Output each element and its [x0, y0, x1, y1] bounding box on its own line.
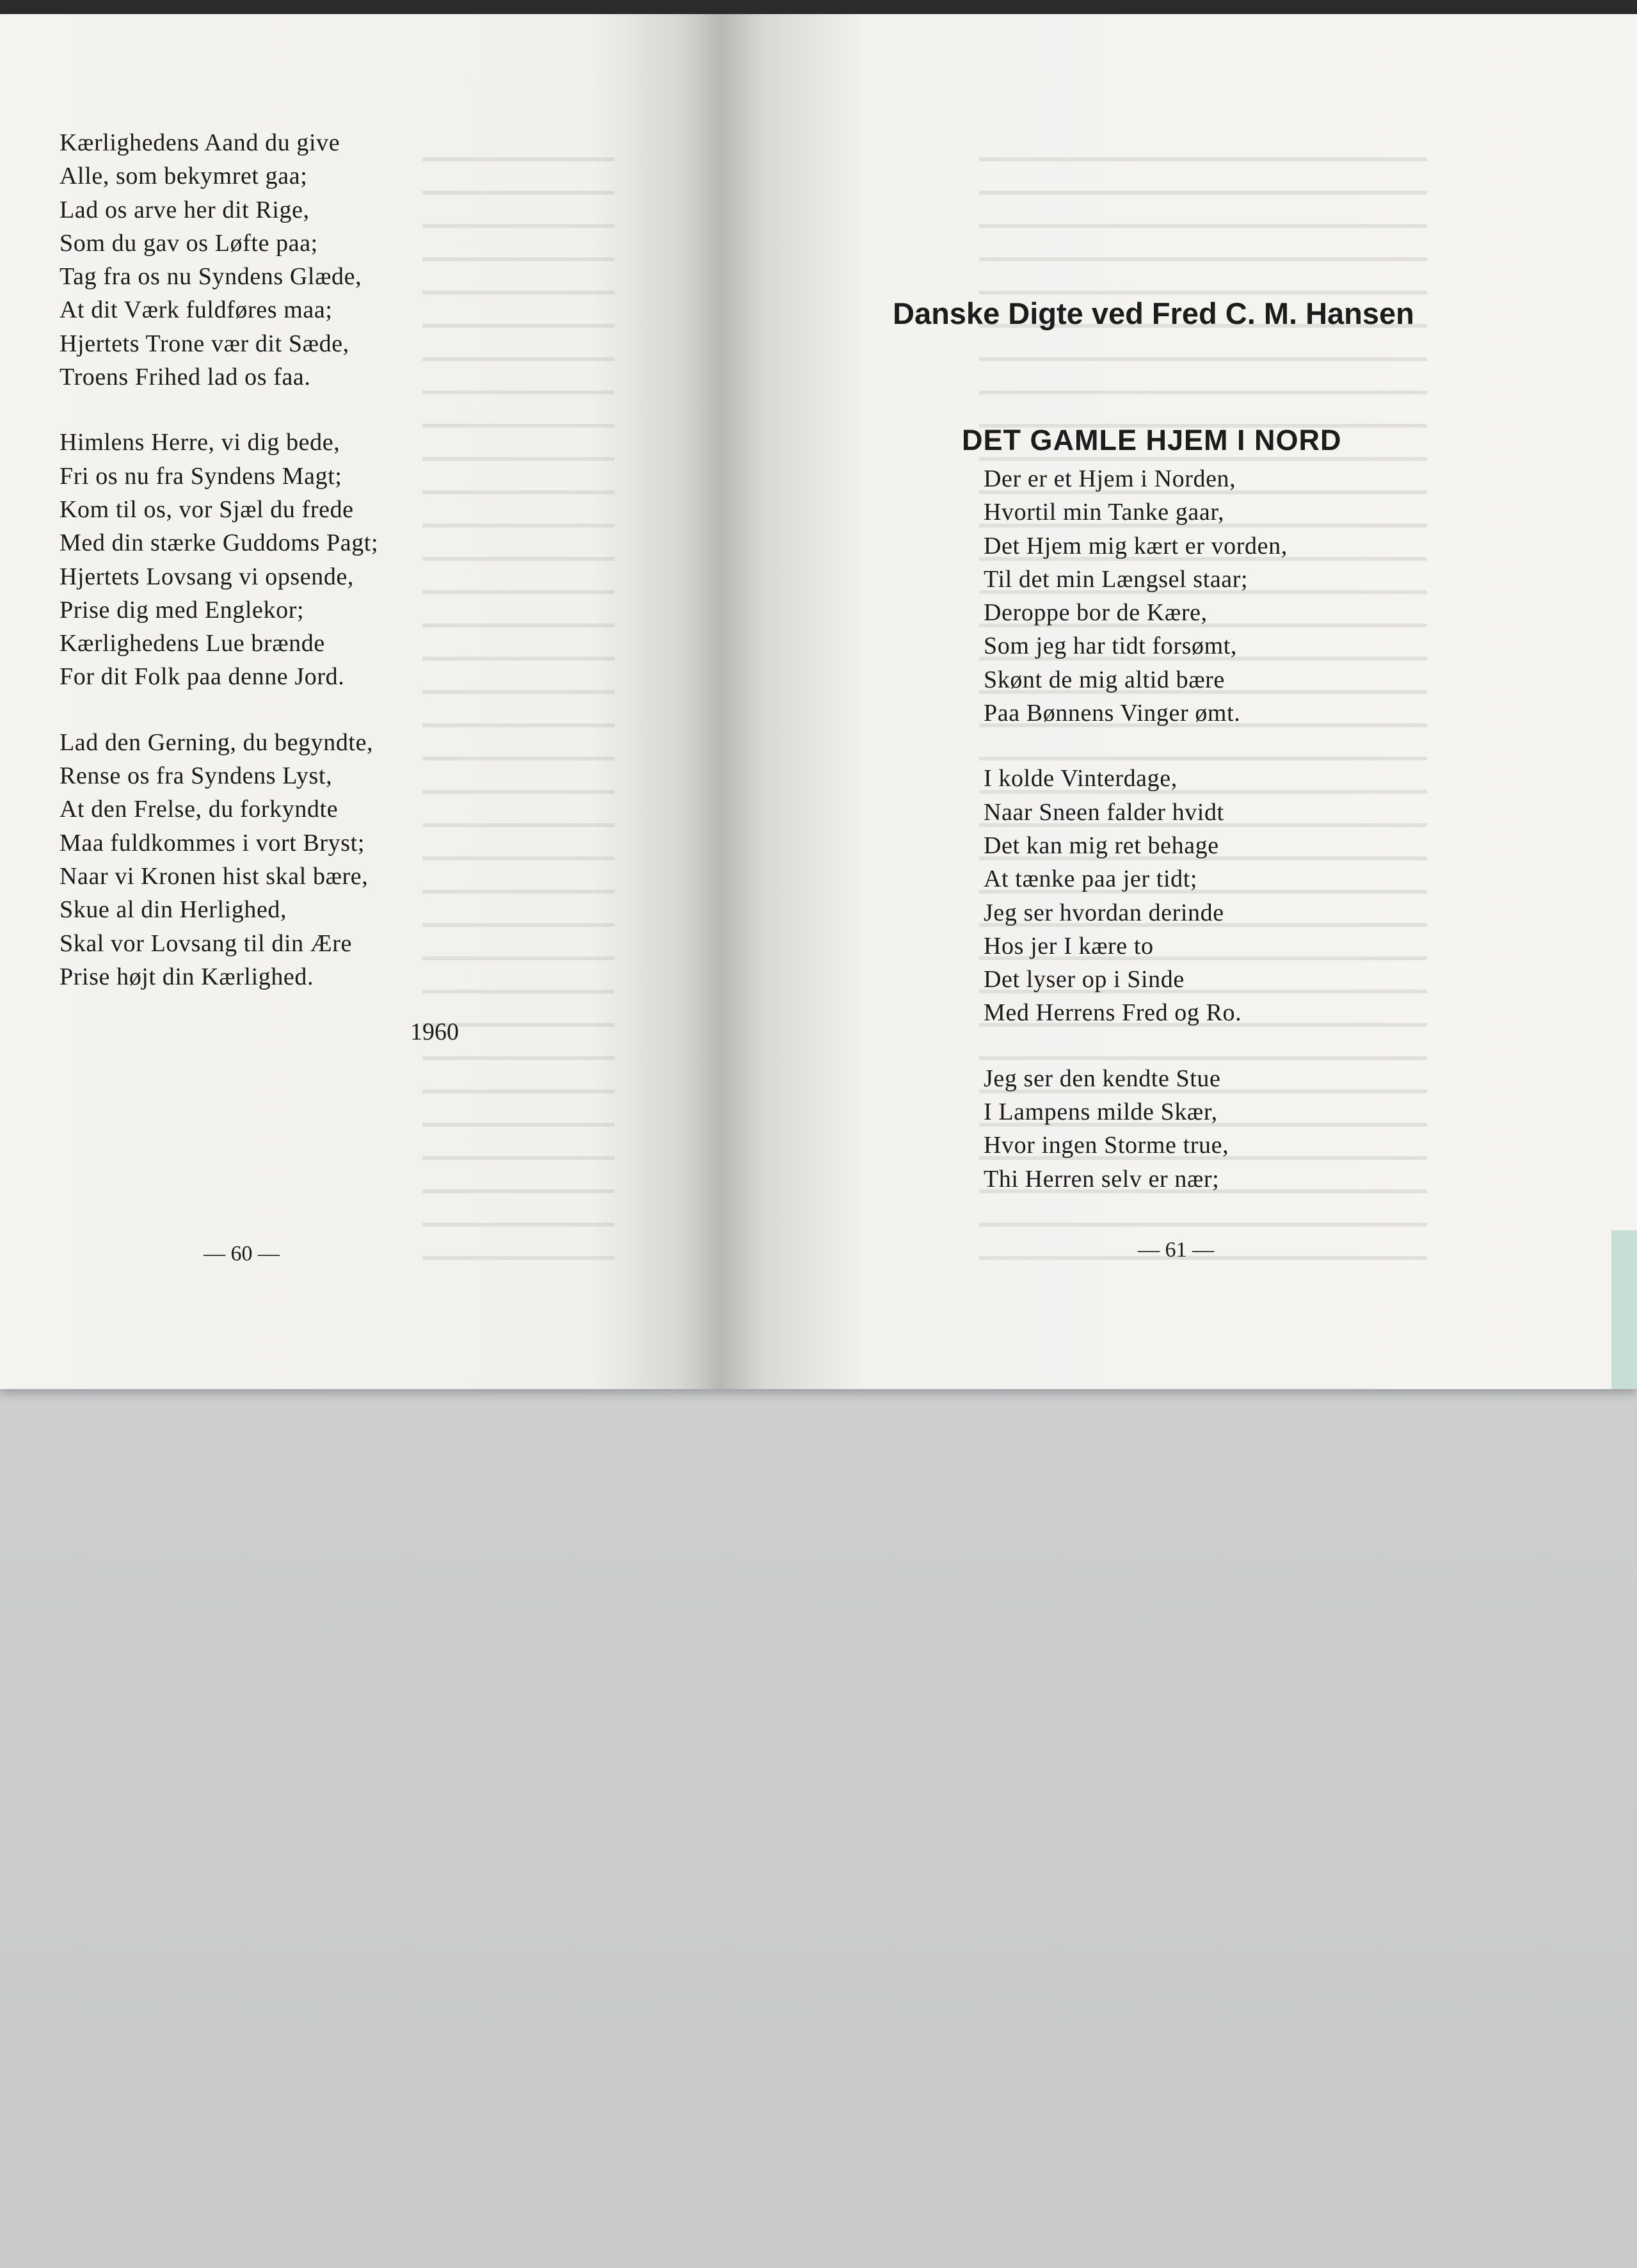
left-stanza-3 — [60, 726, 378, 993]
poem-line: Himlens Herre, vi dig bede, — [60, 429, 340, 456]
poem-line: Alle, som bekymret gaa; — [60, 163, 308, 190]
poem-line: Kom til os, vor Sjæl du frede — [60, 495, 354, 523]
poem-line: Som jeg har tidt forsømt, — [984, 632, 1238, 660]
bleed-through-texture — [422, 136, 614, 1288]
poem-title: DET GAMLE HJEM I NORD — [962, 424, 1342, 456]
poem-line: For dit Folk paa denne Jord. — [60, 663, 345, 691]
poem-line: Deroppe bor de Kære, — [984, 599, 1208, 627]
poem-line: Lad den Gerning, du begyndte, — [60, 728, 374, 756]
left-poem — [60, 126, 378, 1025]
poem-line: Med din stærke Guddoms Pagt; — [60, 529, 379, 557]
poem-line: Thi Herren selv er nær; — [984, 1165, 1220, 1193]
page-number-left: — 60 — — [204, 1242, 280, 1266]
poem-line: Med Herrens Fred og Ro. — [984, 999, 1242, 1027]
poem-line: Prise højt din Kærlighed. — [60, 963, 314, 990]
cover-edge — [1611, 1230, 1637, 1389]
poem-line: Kærlighedens Aand du give — [60, 129, 340, 156]
right-stanza-1 — [984, 462, 1288, 730]
left-stanza-1 — [60, 126, 378, 394]
poem-line: Til det min Længsel staar; — [984, 565, 1249, 593]
poem-line: Kærlighedens Lue brænde — [60, 630, 325, 657]
poem-line: I kolde Vinterdage, — [984, 765, 1178, 792]
poem-line: Hjertets Trone vær dit Sæde, — [60, 330, 349, 357]
poem-line: Skue al din Herlighed, — [60, 896, 287, 924]
poem-line: Hjertets Lovsang vi opsende, — [60, 563, 355, 590]
book-spread — [0, 14, 1637, 1389]
poem-line: At den Frelse, du forkyndte — [60, 796, 339, 823]
poem-line: Fri os nu fra Syndens Magt; — [60, 462, 342, 490]
poem-line: Det kan mig ret behage — [984, 832, 1219, 859]
poem-line: Hos jer I kære to — [984, 932, 1154, 960]
poem-line: Der er et Hjem i Norden, — [984, 465, 1236, 492]
poem-line: Naar Sneen falder hvidt — [984, 798, 1224, 826]
left-stanza-2 — [60, 426, 378, 693]
poem-line: Det Hjem mig kært er vorden, — [984, 532, 1288, 559]
poem-line: Som du gav os Løfte paa; — [60, 229, 318, 257]
poem-line: Prise dig med Englekor; — [60, 596, 305, 623]
poem-line: At tænke paa jer tidt; — [984, 865, 1198, 893]
poem-line: Paa Bønnens Vinger ømt. — [984, 700, 1241, 727]
page-number-right: — 61 — — [1138, 1238, 1214, 1262]
poem-line: Troens Frihed lad os faa. — [60, 364, 311, 391]
poem-line: Skal vor Lovsang til din Ære — [60, 929, 352, 957]
poem-line: I Lampens milde Skær, — [984, 1098, 1218, 1126]
poem-line: Lad os arve her dit Rige, — [60, 196, 310, 223]
right-stanza-3 — [984, 1062, 1288, 1196]
poem-line: Tag fra os nu Syndens Glæde, — [60, 263, 362, 291]
poem-line: Jeg ser hvordan derinde — [984, 899, 1224, 926]
poem-line: Maa fuldkommes i vort Bryst; — [60, 829, 365, 857]
section-heading: Danske Digte ved Fred C. M. Hansen — [893, 296, 1414, 330]
right-stanza-2 — [984, 762, 1288, 1029]
poem-line: Naar vi Kronen hist skal bære, — [60, 862, 369, 890]
poem-line: Det lyser op i Sinde — [984, 966, 1185, 993]
poem-line: Rense os fra Syndens Lyst, — [60, 762, 333, 790]
poem-line: Skønt de mig altid bære — [984, 666, 1225, 693]
poem-line: At dit Værk fuldføres maa; — [60, 296, 333, 324]
poem-year: 1960 — [410, 1018, 459, 1045]
right-poem — [984, 462, 1288, 1228]
poem-line: Jeg ser den kendte Stue — [984, 1065, 1221, 1092]
poem-line: Hvortil min Tanke gaar, — [984, 499, 1225, 526]
poem-line: Hvor ingen Storme true, — [984, 1132, 1229, 1159]
